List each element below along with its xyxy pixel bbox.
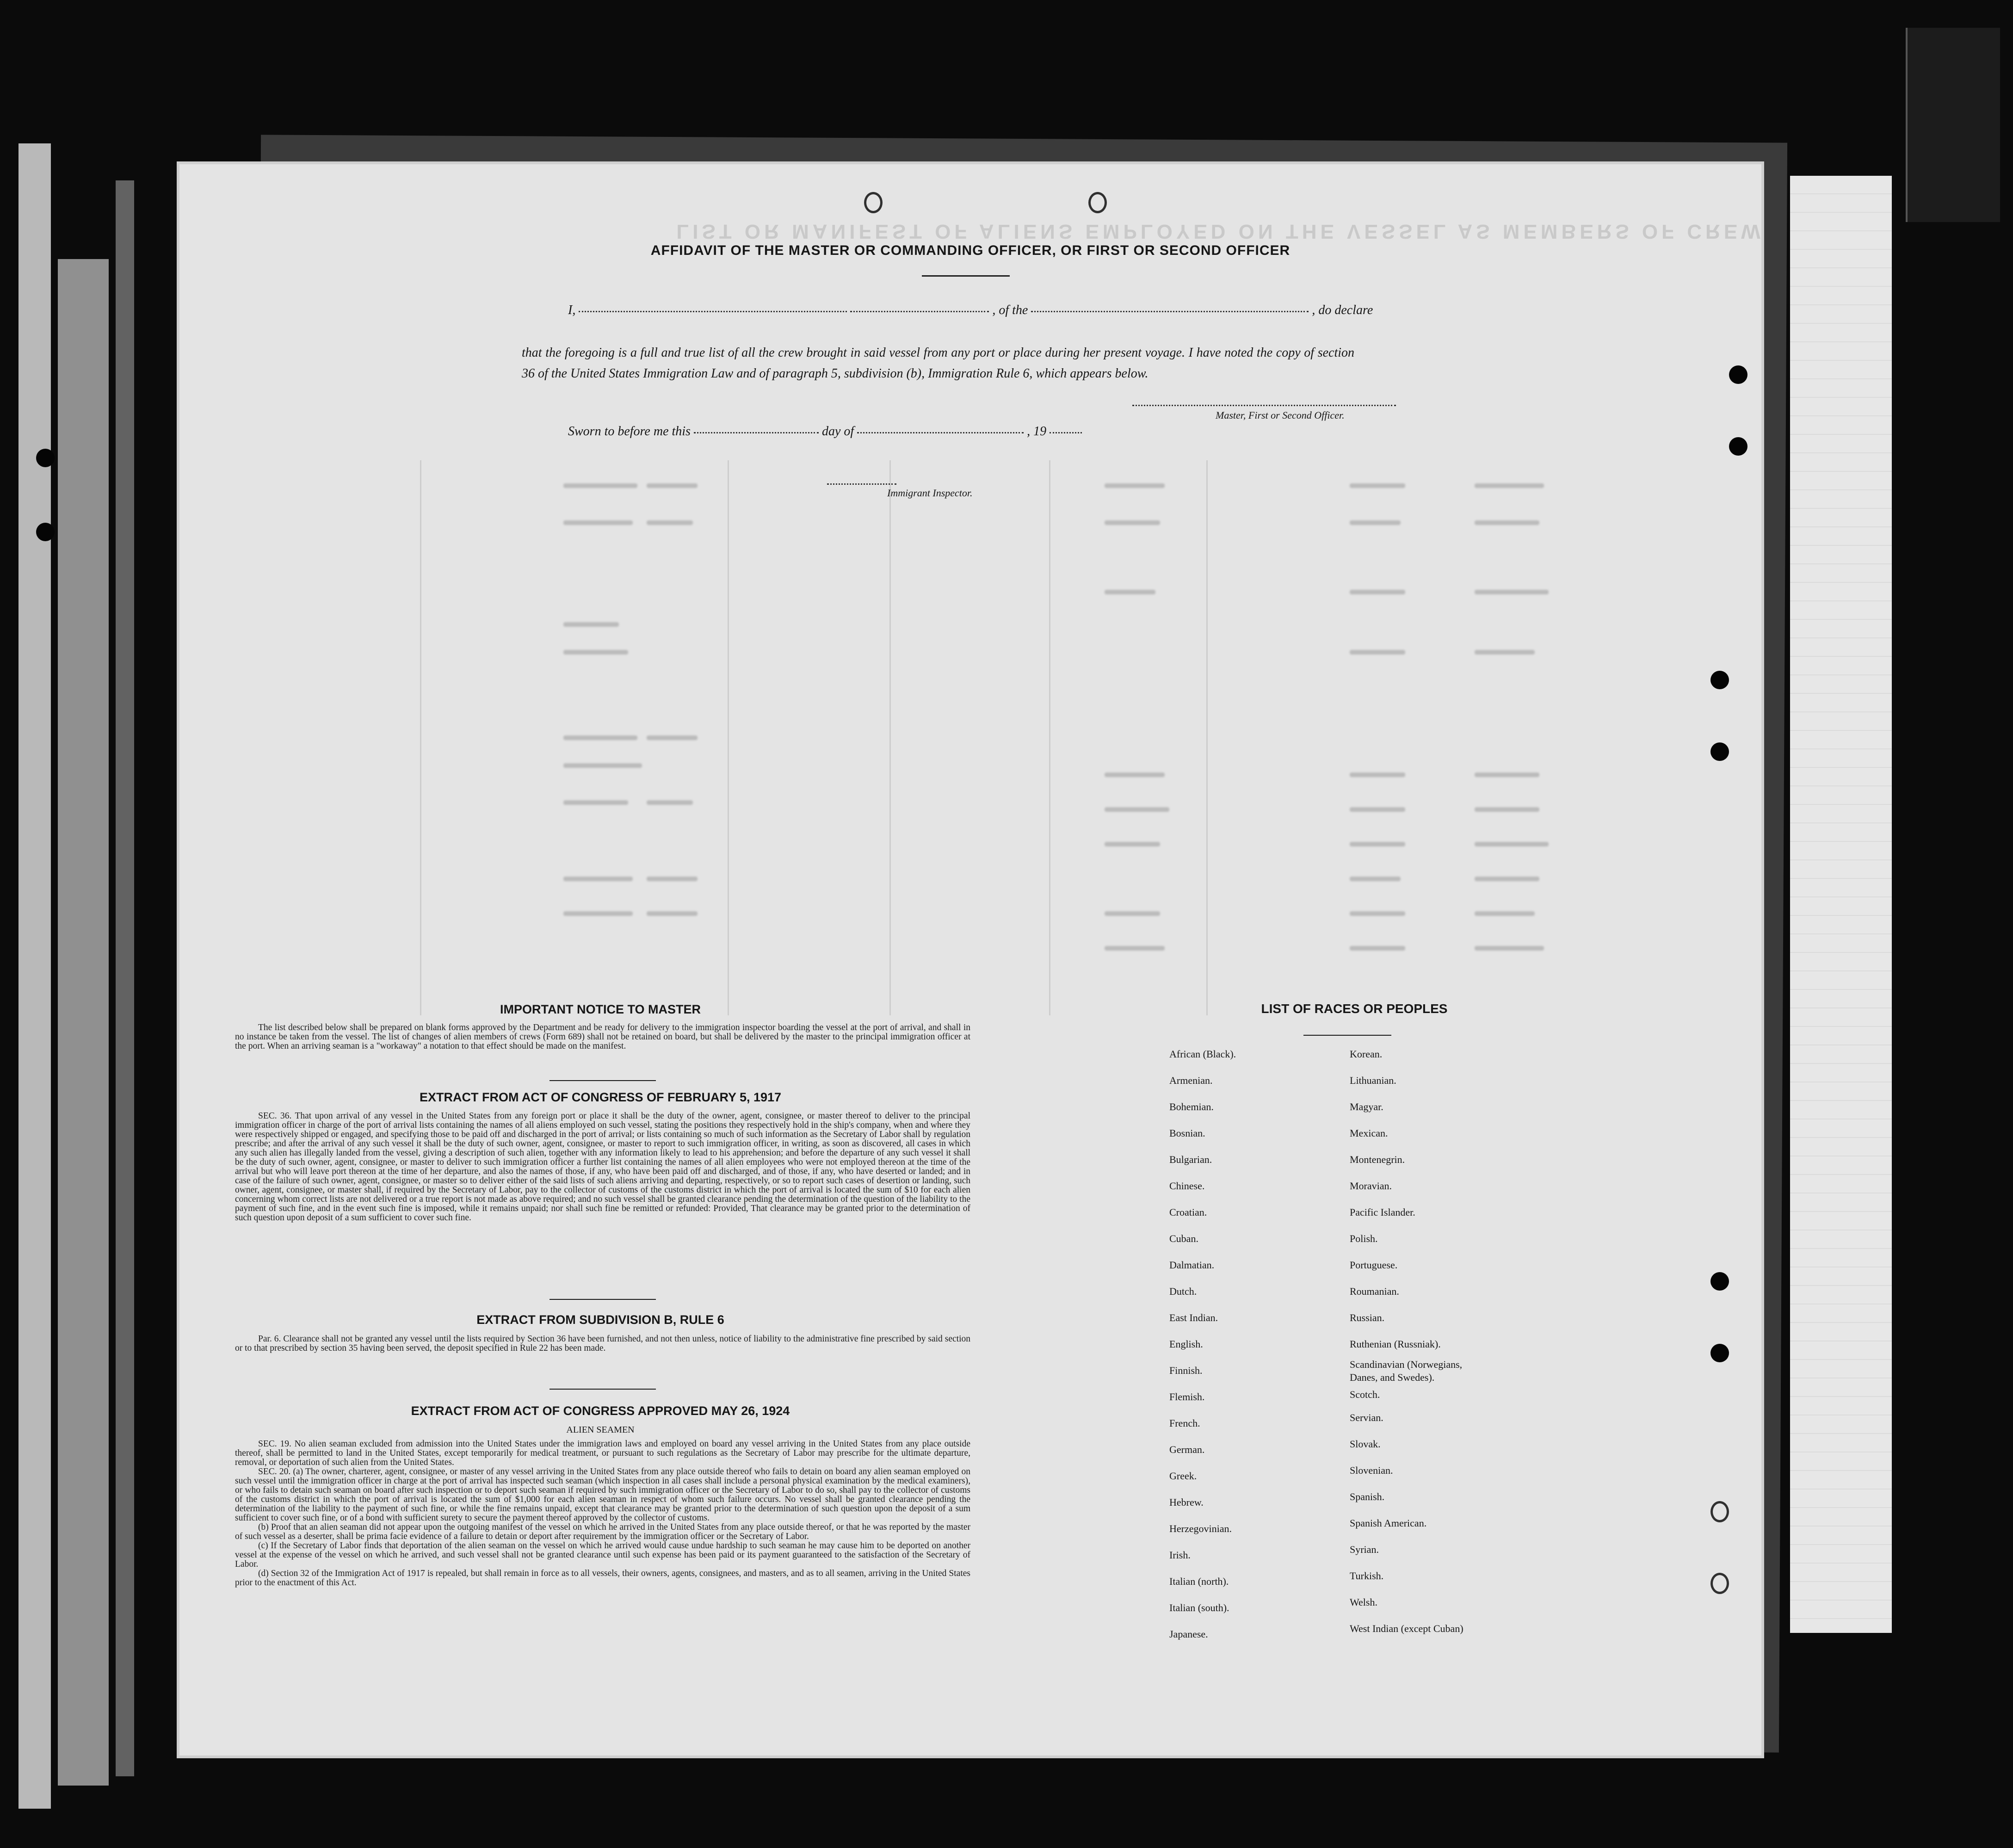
signature-label: Master, First or Second Officer. <box>1216 409 1345 421</box>
race-item: Scandinavian (Norwegians, Danes, and Swedes). <box>1350 1359 1463 1383</box>
act-1924-subtitle: ALIEN SEAMEN <box>566 1425 635 1435</box>
ghost-entry <box>563 622 619 627</box>
notice-paragraph: The list described below shall be prepared on blank forms approved by the Department and be ready for delivery to the immigration inspector boarding the vessel at the port of arrival, and shall in no instance be taken from the vessel. The list of changes of alien members of crews (Form 689) shall not be retained on board, but shall be delivered by the master to the principal immigration officer at the port. When an arriving seaman is a "workaway" a notation to that effect should be made on the manifest. <box>235 1023 970 1051</box>
race-item: Slovenian. <box>1350 1465 1393 1476</box>
race-item: Welsh. <box>1350 1596 1377 1608</box>
race-item: Ruthenian (Russniak). <box>1350 1338 1441 1350</box>
race-item: Finnish. <box>1169 1365 1203 1376</box>
ghost-entry <box>563 911 633 916</box>
affidavit-line-1 <box>568 303 1373 318</box>
ghost-entry <box>1105 520 1160 525</box>
punch-hole <box>1729 365 1747 384</box>
ghost-entry <box>647 877 698 881</box>
race-item: Hebrew. <box>1169 1496 1204 1508</box>
ghost-entry <box>563 800 628 805</box>
race-item: Italian (north). <box>1169 1576 1229 1587</box>
ghost-entry <box>563 483 637 488</box>
rule-6-text <box>235 1335 970 1353</box>
ghost-entry <box>1350 483 1405 488</box>
race-item: Dutch. <box>1169 1286 1197 1297</box>
races-right-column <box>1350 1041 1516 1642</box>
races-title: LIST OF RACES OR PEOPLES <box>1261 1001 1448 1016</box>
binder-strip <box>58 259 109 1786</box>
ghost-entry <box>1105 483 1165 488</box>
race-item: African (Black). <box>1169 1048 1236 1060</box>
name-blank <box>579 311 847 312</box>
ghost-column <box>1049 460 1050 1015</box>
race-item: Spanish. <box>1350 1491 1385 1502</box>
punch-hole <box>1710 671 1729 689</box>
race-item: Servian. <box>1350 1412 1383 1423</box>
ghost-column <box>728 460 729 1015</box>
act-1924-sec20a: SEC. 20. (a) The owner, charterer, agent, consignee, or master of any vessel arriving in the United States from any place outside thereof who fails to detain on board any alien seaman employed on such vessel until the immigration officer in charge at the port of arrival has inspected such seaman (which inspection in all cases shall include a personal physical examination by the medical examiners), or who fails to detain such seaman on board after such inspection or to deport such seaman if required by such immigration officer or the Secretary of Labor to do so, shall pay to the collector of customs of the customs district in which the port of arrival is located the sum of $1,000 for each alien seaman in respect of whom such failure occurs. No vessel shall be granted clearance pending the determination of the liability to the payment of such fine, or while the fine remains unpaid, except that clearance may be granted prior to the determination of such question upon the deposit of a sum sufficient to cover such fine, or of a bond with sufficient surety to secure the payment thereof approved by the collector of customs. <box>235 1467 970 1523</box>
race-item: West Indian (except Cuban) <box>1350 1623 1463 1634</box>
ghost-entry <box>647 520 693 525</box>
section-rule <box>550 1389 656 1390</box>
ghost-entry <box>1105 807 1169 812</box>
ledger-edge <box>1790 176 1892 1633</box>
ghost-entry <box>563 877 633 881</box>
ghost-entry <box>563 650 628 655</box>
sworn-prefix: Sworn to before me this <box>568 424 691 439</box>
race-item: Croatian. <box>1169 1206 1207 1218</box>
ghost-entry <box>1350 877 1401 881</box>
race-item: Syrian. <box>1350 1544 1379 1555</box>
act-1924-sec20d: (d) Section 32 of the Immigration Act of 1917 is repealed, but shall remain in force as to all vessels, their owners, agents, consignees, and masters, and as to all seamen, arriving in the United States prior to the enactment of this Act. <box>235 1569 970 1588</box>
act-1924-sec19: SEC. 19. No alien seaman excluded from admission into the United States under the immigration laws and employed on board any vessel arriving in the United States from any place outside thereof, shall be permitted to land in the United States, except temporarily for medical treatment, or pursuant to such regulations as the Secretary of Labor may prescribe for the ultimate departure, removal, or deportation of such alien from the United States. <box>235 1439 970 1467</box>
affidavit-do-declare: , do declare <box>1312 303 1373 317</box>
punch-hole <box>36 449 55 467</box>
race-item: Chinese. <box>1169 1180 1205 1192</box>
ghost-entry <box>1350 520 1401 525</box>
race-item: Pacific Islander. <box>1350 1206 1415 1218</box>
act-1917-sec36: SEC. 36. That upon arrival of any vessel in the United States from any foreign port or place it shall be the duty of the owner, agent, consignee, or master thereof to deliver to the principal immigration officer in charge of the port of arrival lists containing the names of all aliens employed on such vessel, stating the positions they respectively hold in the ship's company, when and where they were respectively shipped or engaged, and specifying those to be paid off and discharged in the port of arrival; or lists containing so much of such information as the Secretary of Labor shall by regulation prescribe; and after the arrival of any such vessel it shall be the duty of such owner, agent, consignee, or master to report to such immigration officer, in writing, as soon as discovered, all cases in which any such alien has illegally landed from the vessel, giving a description of such alien, together with any information likely to lead to his apprehension; and before the departure of any such vessel it shall be the duty of such owner, agent, consignee, or master to deliver to such immigration officer a further list containing the names of all alien employees who were not employed thereon at the time of the arrival but who will leave port thereon at the time of her departure, and also the names of those, if any, who have been paid off and discharged, and of those, if any, who have deserted or landed; and in case of the failure of such owner, agent, consignee, or master so to deliver either of the said lists of such aliens arriving and departing, respectively, or so to report such cases of desertion or landing, such owner, agent, consignee, or master shall, if required by the Secretary of Labor, pay to the collector of customs of the customs district in which the port of arrival is located the sum of $10 for each alien concerning whom correct lists are not delivered or a true report is not made as above required; and no such vessel shall be granted clearance pending the determination of the question of the liability to the payment of such fine, and in the event such fine is imposed, while it remains unpaid; nor shall such fine be remitted or refunded: Provided, That clearance may be granted prior to the determination of such question upon deposit of a sum sufficient to cover such fine. <box>235 1111 970 1223</box>
race-item: Scotch. <box>1350 1389 1380 1400</box>
act-1917-text <box>235 1112 970 1223</box>
ghost-entry <box>1475 877 1539 881</box>
section-rule <box>550 1299 656 1300</box>
ghost-entry <box>1475 946 1544 951</box>
sworn-day-of: day of <box>821 424 854 439</box>
punch-hole <box>864 192 883 213</box>
race-item: Montenegrin. <box>1350 1154 1405 1165</box>
ghost-entry <box>1475 807 1539 812</box>
ghost-entry <box>1350 650 1405 655</box>
race-item: Russian. <box>1350 1312 1385 1323</box>
race-item: East Indian. <box>1169 1312 1218 1323</box>
ghost-entry <box>1475 650 1535 655</box>
ghost-entry <box>1350 807 1405 812</box>
ghost-entry <box>1475 773 1539 777</box>
ghost-entry <box>1105 590 1155 594</box>
rule-6-title: EXTRACT FROM SUBDIVISION B, RULE 6 <box>476 1313 724 1327</box>
ghost-entry <box>1105 842 1160 847</box>
vessel-blank <box>1031 311 1309 312</box>
race-item: Cuban. <box>1169 1233 1198 1244</box>
race-item: Lithuanian. <box>1350 1075 1396 1086</box>
punch-hole <box>1710 1573 1729 1594</box>
ghost-entry <box>563 520 633 525</box>
affidavit-i: I, <box>568 303 576 317</box>
races-rule <box>1303 1035 1391 1036</box>
race-item: Dalmatian. <box>1169 1259 1215 1271</box>
month-blank <box>857 432 1024 433</box>
race-item: Italian (south). <box>1169 1602 1229 1613</box>
race-item: Bosnian. <box>1169 1127 1205 1139</box>
punch-hole <box>1710 742 1729 761</box>
punch-hole <box>1710 1344 1729 1362</box>
year-blank <box>1050 432 1082 433</box>
inspector-line <box>827 483 896 485</box>
act-1924-sec20c: (c) If the Secretary of Labor finds that deportation of the alien seaman on the vessel on which he arrived would cause undue hardship to such seaman he may cause him to be deported on another vessel at the expense of the vessel on which he arrived, and such vessel shall not be granted clearance until such expense has been paid or its payment guaranteed to the satisfaction of the Secretary of Labor. <box>235 1541 970 1569</box>
race-item: Moravian. <box>1350 1180 1392 1192</box>
binder-strip <box>116 180 134 1776</box>
race-item: English. <box>1169 1338 1203 1350</box>
ghost-entry <box>647 800 693 805</box>
ghost-column <box>889 460 891 1015</box>
race-item: Spanish American. <box>1350 1517 1427 1529</box>
inspector-label: Immigrant Inspector. <box>887 487 973 499</box>
ghost-entry <box>1105 946 1165 951</box>
ghost-entry <box>1350 911 1405 916</box>
race-item: Roumanian. <box>1350 1286 1399 1297</box>
race-item: Bohemian. <box>1169 1101 1214 1113</box>
race-item: Herzegovinian. <box>1169 1523 1232 1534</box>
ghost-entry <box>647 735 698 740</box>
ghost-entry <box>1350 946 1405 951</box>
ghost-entry <box>1475 842 1549 847</box>
affidavit-title: AFFIDAVIT OF THE MASTER OR COMMANDING OFFICER, OR FIRST OR SECOND OFFICER <box>650 243 1291 258</box>
punch-hole <box>1088 192 1107 213</box>
sworn-year: , 19 <box>1027 424 1047 439</box>
race-item: Flemish. <box>1169 1391 1205 1403</box>
binder-strip <box>19 143 51 1809</box>
section-rule <box>550 1080 656 1081</box>
ghost-entry <box>1475 911 1535 916</box>
affidavit-of-the: , of the <box>992 303 1028 317</box>
punch-hole <box>1710 1272 1729 1291</box>
ghost-entry <box>563 735 637 740</box>
race-item: Greek. <box>1169 1470 1197 1482</box>
ghost-column <box>420 460 421 1015</box>
ghost-entry <box>647 483 698 488</box>
ghost-entry <box>1350 773 1405 777</box>
torn-corner <box>1906 28 2000 222</box>
signature-line <box>1132 405 1396 406</box>
bleed-through-heading: LIST OR MANIFEST OF ALIENS EMPLOYED ON THE VESSEL AS MEMBERS OF CREW <box>676 220 1764 243</box>
day-blank <box>694 432 819 433</box>
race-item: Bulgarian. <box>1169 1154 1212 1165</box>
race-item: French. <box>1169 1417 1200 1429</box>
race-item: Turkish. <box>1350 1570 1384 1582</box>
races-left-column <box>1169 1041 1236 1647</box>
race-item: German. <box>1169 1444 1205 1455</box>
title-rule <box>922 275 1010 277</box>
manifest-page <box>179 164 1764 1755</box>
notice-title: IMPORTANT NOTICE TO MASTER <box>500 1002 701 1016</box>
ghost-entry <box>1475 590 1549 594</box>
ghost-entry <box>1105 773 1165 777</box>
punch-hole <box>1710 1501 1729 1522</box>
act-1924-text <box>235 1440 970 1588</box>
ghost-entry <box>563 763 642 768</box>
race-item: Magyar. <box>1350 1101 1383 1113</box>
sworn-line <box>568 424 1082 439</box>
ghost-entry <box>1475 483 1544 488</box>
ghost-entry <box>1350 590 1405 594</box>
ghost-column <box>1206 460 1208 1015</box>
rank-blank <box>850 311 989 312</box>
ghost-entry <box>1350 842 1405 847</box>
ghost-entry <box>1105 911 1160 916</box>
race-item: Mexican. <box>1350 1127 1388 1139</box>
race-item: Slovak. <box>1350 1438 1381 1450</box>
ghost-entry <box>647 911 698 916</box>
punch-hole <box>36 523 55 541</box>
race-item: Armenian. <box>1169 1075 1213 1086</box>
race-item: Polish. <box>1350 1233 1378 1244</box>
race-item: Irish. <box>1169 1549 1191 1561</box>
punch-hole <box>1729 437 1747 456</box>
act-1924-sec20b: (b) Proof that an alien seaman did not appear upon the outgoing manifest of the vessel on which he arrived in the United States from any place outside thereof, or that he was reported by the master of such vessel as a deserter, shall be prima facie evidence of a failure to detain or deport after requirement by the immigration officer or the Secretary of Labor. <box>235 1522 970 1541</box>
race-item: Korean. <box>1350 1048 1383 1060</box>
race-item: Portuguese. <box>1350 1259 1398 1271</box>
act-1924-title: EXTRACT FROM ACT OF CONGRESS APPROVED MAY 26, 1924 <box>411 1404 790 1418</box>
notice-text <box>235 1023 970 1051</box>
rule-6-par6: Par. 6. Clearance shall not be granted any vessel until the lists required by Section 36 have been furnished, and not then unless, notice of liability to the administrative fine prescribed by said section or to that prescribed by section 35 having been served, the deposit specified in Rule 22 has been made. <box>235 1334 970 1353</box>
ghost-entry <box>1475 520 1539 525</box>
affidavit-body: that the foregoing is a full and true list of all the crew brought in said vessel from any port or place during her present voyage. I have noted the copy of section 36 of the United States Immigration Law and of paragraph 5, subdivision (b), Immigration Rule 6, which appears below. <box>522 346 1354 381</box>
act-1917-title: EXTRACT FROM ACT OF CONGRESS OF FEBRUARY 5, 1917 <box>419 1090 782 1104</box>
race-item: Japanese. <box>1169 1628 1208 1640</box>
